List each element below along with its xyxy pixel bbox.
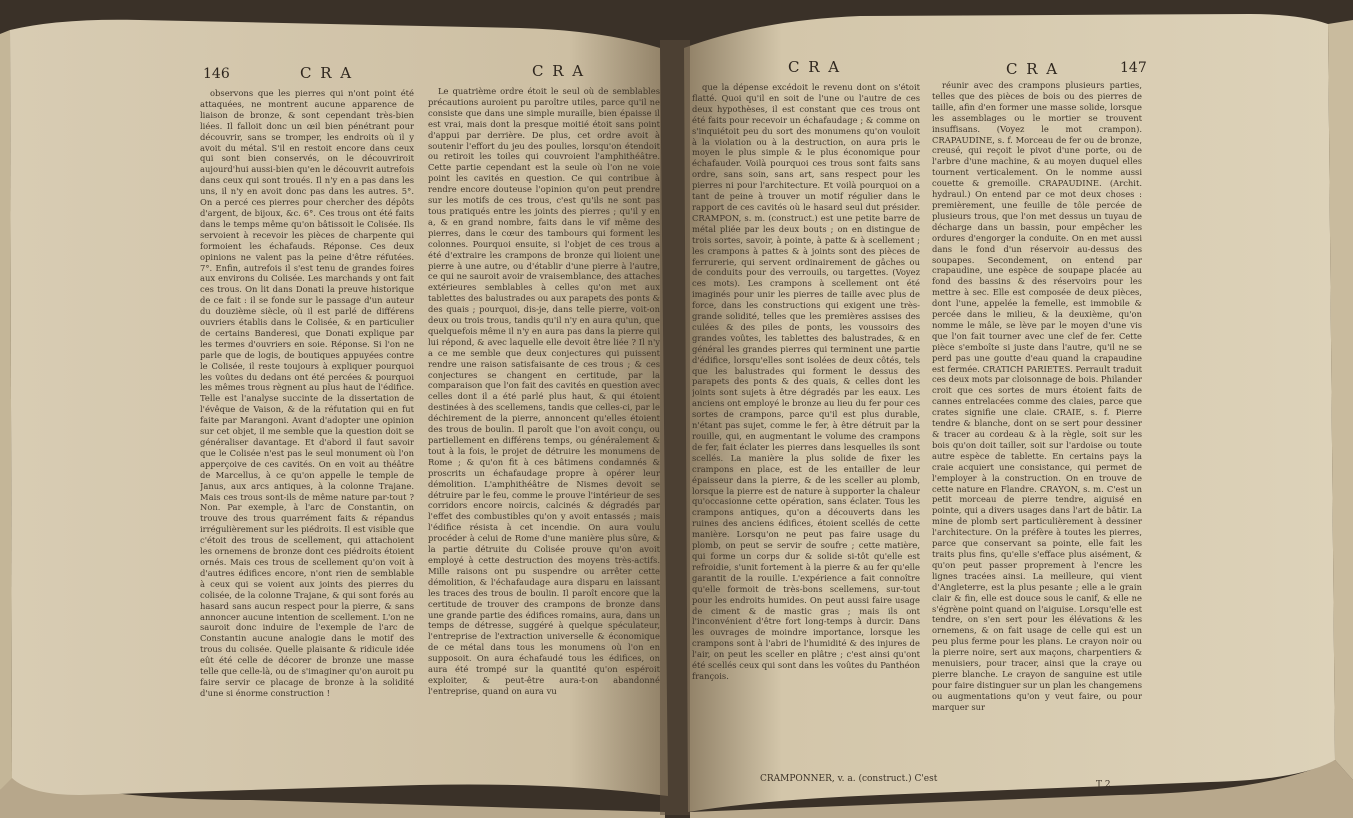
left-page-column-1 [200, 88, 414, 793]
running-head-right-2: C R A [1006, 60, 1060, 78]
catchline-crampionner: CRAMPONNER, v. a. (construct.) C'est [760, 774, 938, 784]
page-number-left: 146 [203, 66, 230, 82]
gutter-shadow [660, 40, 690, 815]
right-page-column-2 [932, 80, 1142, 780]
running-head-left-1: C R A [300, 64, 354, 82]
left-col2-text: Le quatrième ordre étoit le seul où de semblables précautions auroient pu paroître utiles, parce qu'il ne consiste que dans une simple muraille, bien épaisse il est vrai, mais dont la presque moitié étoit sans point d'appui par derrière. De plus, cet ordre avoit à soutenir l'effort du jeu des poulies, lorsqu'on étendoit ou retiroit les toiles qui couvroient l'amphithéâtre. Cette partie cependant est la seule où l'on ne voie point les cavités en question. Ce qui contribue à rendre encore douteuse l'opinion qu'on peut prendre sur les motifs de ces trous, c'est qu'ils ne sont pas tous pratiqués entre les joints des pierres ; qu'il y en a, & en grand nombre, faits dans le vif même des pierres, dans le cœur des tambours qui forment les colonnes. Pourquoi ensuite, si l'objet de ces trous a été d'extraire les crampons de bronze qui lioient une pierre à une autre, ou d'établir d'une pierre à l'autre, ce qui ne sauroit avoir de vraisemblance, des attaches extérieures semblables à celles qu'on met aux tablettes des balustrades ou aux parapets des ponts & des quais ; pourquoi, dis-je, dans telle pierre, voit-on deux ou trois trous, tandis qu'il n'y en aura qu'un, que quelquefois même il n'y en aura pas dans la pierre qui lui répond, & avec laquelle elle devoit être liée ? Il n'y a ce me semble que deux conjectures qui puissent rendre une raison satisfaisante de ces trous ; & ces conjectures se changent en certitude, par la comparaison que l'on fait des cavités en question avec celles dont il a été parlé plus haut, & qui étoient destinées à des scellemens, tandis que celles-ci, par le déchirement de la pierre, annoncent qu'elles étoient des trous de boulin. Il paroît que l'on avoit conçu, ou partiellement en différens temps, ou généralement & tout à la fois, le projet de détruire les monumens de Rome ; & qu'on fit à ces bâtimens condamnés & proscrits un échafaudage propre à opérer leur démolition. L'amphithéâtre de Nismes devoit se détruire par le feu, comme le prouve l'intérieur de ses corridors encore noircis, calcinés & dégradés par l'effet des combustibles qu'on y avoit entassés ; mais l'édifice résista à cet incendie. On aura voulu procéder à celui de Rome d'une manière plus sûre, & la partie détruite du Colisée prouve qu'on avoit employé à cette destruction des moyens très-actifs. Mille raisons ont pu suspendre ou arrêter cette démolition, & l'échafaudage aura disparu en laissant les traces des trous de boulin. Il paroît encore que la certitude de trouver des crampons de bronze dans une grande partie des édifices romains, aura, dans un temps de détresse, suggéré à quelque spéculateur, l'entreprise de l'extraction universelle & économique de ce métal dans tous les monumens où l'on en supposoit. On aura échafaudé tous les édifices, on aura été trompé sur la quantité qu'on espéroit exploiter, & peut-être aura-t-on abandonné l'entreprise, quand on aura vu [428, 86, 660, 696]
right-page-column-1 [692, 82, 920, 772]
right-col2-text: réunir avec des crampons plusieurs parties, telles que des pièces de bois ou des pierres de taille, afin d'en former une masse solide, lorsque les assemblages ou le mortier se trouvent insuffisans. (Voyez le mot crampon). CRAPAUDINE, s. f. Morceau de fer ou de bronze, creusé, qui reçoit le pivot d'une porte, ou de l'arbre d'une machine, & au moyen duquel elles tournent verticalement. On le nomme aussi couette & gremoille. CRAPAUDINE. (Archit. hydraul.) On entend par ce mot deux choses : premièrement, une feuille de tôle percée de plusieurs trous, que l'on met dessus un tuyau de décharge dans un bassin, pour empêcher les ordures d'engorger la conduite. On en met aussi dans le fond d'un réservoir au-dessus des soupapes. Secondement, on entend par crapaudine, une espèce de soupape placée au fond des bassins & des réservoirs pour les mettre à sec. Elle est composée de deux pièces, dont l'une, appelée la femelle, est immobile & percée dans le milieu, & la deuxième, qu'on nomme le mâle, se lève par le moyen d'une vis que l'on fait tourner avec une clef de fer. Cette pièce s'emboîte si juste dans l'autre, qu'il ne se perd pas une goutte d'eau quand la crapaudine est fermée. CRATICH PARIETES. Perrault traduit ces deux mots par cloisonnage de bois. Philander croit que ces sortes de murs étoient faits de cannes entrelacées comme des claies, parce que crates signifie une claie. CRAIE, s. f. Pierre tendre & blanche, dont on se sert pour dessiner & tracer au cordeau & à la règle, soit sur les bois qu'on doit tailler, soit sur l'ardoise ou toute autre espèce de tablette. En certains pays la craie acquiert une consistance, qui permet de l'employer à la construction. On en trouve de cette nature en Flandre. CRAYON, s. m. C'est un petit morceau de pierre tendre, aiguisé en pointe, qui a divers usages dans l'art de bâtir. La mine de plomb sert particulièrement à dessiner l'architecture. On la préfère à toutes les pierres, parce que conservant sa pointe, elle fait les traits plus fins, qu'elle s'efface plus aisément, & qu'on peut passer proprement à l'encre les lignes tracées ainsi. La meilleure, qui vient d'Angleterre, est la plus pesante ; elle a le grain clair & fin, elle est douce sous le canif, & elle ne s'égrène point quand on l'aiguise. Lorsqu'elle est tendre, on s'en sert pour les élévations & les ornemens, & on fait usage de celle qui est un peu plus ferme pour les plans. Le crayon noir ou la pierre noire, sert aux maçons, charpentiers & menuisiers, pour tracer, ainsi que la craye ou pierre blanche. Le crayon de sanguine est utile pour faire distinguer sur un plan les changemens ou augmentations qu'on y veut faire, ou pour marquer sur [932, 80, 1142, 712]
right-col1-text: que la dépense excédoit le revenu dont on s'étoit flatté. Quoi qu'il en soit de l'une ou l'autre de ces deux hypothèses, il est constant que ces trous ont été faits pour recevoir un échafaudage ; & comme on s'inquiétoit peu du sort des monumens qu'on vouloit à la violation ou à la destruction, on aura pris le moyen le plus simple & le plus économique pour échafauder. Voilà pourquoi ces trous sont faits sans ordre, sans soin, sans art, sans respect pour les pierres ni pour l'architecture. Et voilà pourquoi on a tant de peine à trouver un motif régulier dans le rapport de ces cavités où le hasard seul dut présider. CRAMPON, s. m. (construct.) est une petite barre de métal pliée par les deux bouts ; on en distingue de trois sortes, savoir, à pointe, à patte & à scellement ; les crampons à pattes & à joints sont des pièces de ferrurerie, qui servent ordinairement de gâches ou de conduits pour des verrouils, ou targettes. (Voyez ces mots). Les crampons à scellement ont été imaginés pour unir les pierres de taille avec plus de force, dans les constructions qui exigent une très-grande solidité, telles que les premières assises des culées & des piles de ponts, les voussoirs des grandes voûtes, les tablettes des balustrades, & en général les grandes pierres qui terminent une partie d'édifice, lorsqu'elles sont isolées de deux côtés, tels que les balustrades qui forment le dessus des parapets des ponts & des quais, & celles dont les joints sont sujets à être dégradés par les eaux. Les anciens ont employé le bronze au lieu du fer pour ces sortes de crampons, parce qu'il est plus durable, n'étant pas sujet, comme le fer, à être détruit par la rouille, qui, en augmentant le volume des crampons de fer, fait éclater les pierres dans lesquelles ils sont scellés. La manière la plus solide de fixer les crampons en place, est de les entailler de leur épaisseur dans la pierre, & de les sceller au plomb, lorsque la pierre est de nature à supporter la chaleur qu'occasionne cette opération, sans éclater. Tous les crampons antiques, qu'on a découverts dans les ruines des anciens édifices, étoient scellés de cette manière. Lorsqu'on ne peut pas faire usage du plomb, on peut se servir de soufre ; cette matière, qui forme un corps dur & solide si-tôt qu'elle est refroidie, s'unit fortement à la pierre & au fer qu'elle garantit de la rouille. L'expérience a fait connoître qu'elle formoit de très-bons scellemens, sur-tout pour les endroits humides. On peut aussi faire usage de ciment & de mastic gras ; mais ils ont l'inconvénient d'être fort long-temps à durcir. Dans les ouvrages de moindre importance, lorsque les crampons sont à l'abri de l'humidité & des injures de l'air, on peut les sceller en plâtre ; c'est ainsi qu'ont été scellés ceux qui sont dans les voûtes du Panthéon françois. [692, 82, 920, 681]
signature-mark: T 2 [1096, 780, 1111, 790]
page-number-right: 147 [1120, 60, 1147, 76]
left-page-thickness [0, 30, 12, 790]
running-head-left-2: C R A [532, 62, 586, 80]
left-page-column-2 [428, 86, 660, 791]
running-head-right-1: C R A [788, 58, 842, 76]
left-col1-text: observons que les pierres qui n'ont point été attaquées, ne montrent aucune apparence de liaison de bronze, & sont cependant très-bien liées. Il falloit donc un œil bien pénétrant pour découvrir, sans se tromper, les endroits où il y avoit du métal. S'il en restoit encore dans ceux qui sont bien conservés, on le découvriroit aujourd'hui aussi-bien qu'en le découvrit autrefois dans ceux qui sont troués. Il n'y en a pas dans les uns, il n'y en avoit donc pas dans les autres. 5°. On a percé ces pierres pour chercher des dépôts d'argent, de bijoux, &c. 6°. Ces trous ont été faits dans le temps même qu'on bâtissoit le Colisée. Ils servoient à recevoir les pièces de charpente qui formoient les échafauds. Réponse. Ces deux opinions ne valent pas la peine d'être réfutées. 7°. Enfin, autrefois il s'est tenu de grandes foires aux environs du Colisée. Les marchands y ont fait ces trous. On lit dans Donati la preuve historique de ce fait : il se fonde sur le passage d'un auteur du douzième siècle, où il est parlé de différens ouvriers établis dans le Colisée, & en particulier de certains Banderesi, que Donati explique par les termes d'ouvriers en soie. Réponse. Si l'on ne parle que de logis, de boutiques appuyées contre le Colisée, il reste toujours à expliquer pourquoi les voûtes du dedans ont été percées & pourquoi les mêmes trous règnent au plus haut de l'édifice. Telle est l'analyse succinte de la dissertation de l'évêque de Vaison, & de la réfutation qui en fut faite par Marangoni. Avant d'adopter une opinion sur cet objet, il me semble que la question doit se généraliser davantage. Et d'abord il faut savoir que le Colisée n'est pas le seul monument où l'on apperçoive de ces cavités. On en voit au théâtre de Marcellus, à ce qu'on appelle le temple de Janus, aux arcs antiques, à la colonne Trajane. Mais ces trous sont-ils de même nature par-tout ? Non. Par exemple, à l'arc de Constantin, on trouve des trous quarrément faits & répandus irrégulièrement sur les piédroits. Il est visible que c'étoit des trous de scellement, qui attachoient les ornemens de bronze dont ces piédroits étoient ornés. Mais ces trous de scellement qu'on voit à d'autres édifices encore, n'ont rien de semblable à ceux qui se voient aux joints des pierres du colisée, de la colonne Trajane, & qui sont forés au hasard sans aucun respect pour la pierre, & sans annoncer aucune intention de scellement. L'on ne sauroit donc induire de l'exemple de l'arc de Constantin aucune analogie dans le motif des trous du colisée. Quelle plaisante & ridicule idée eût été celle de décorer de bronze une masse telle que celle-là, ou de s'imaginer qu'on auroit pu faire servir ce placage de bronze à la solidité d'une si énorme construction ! [200, 88, 414, 698]
